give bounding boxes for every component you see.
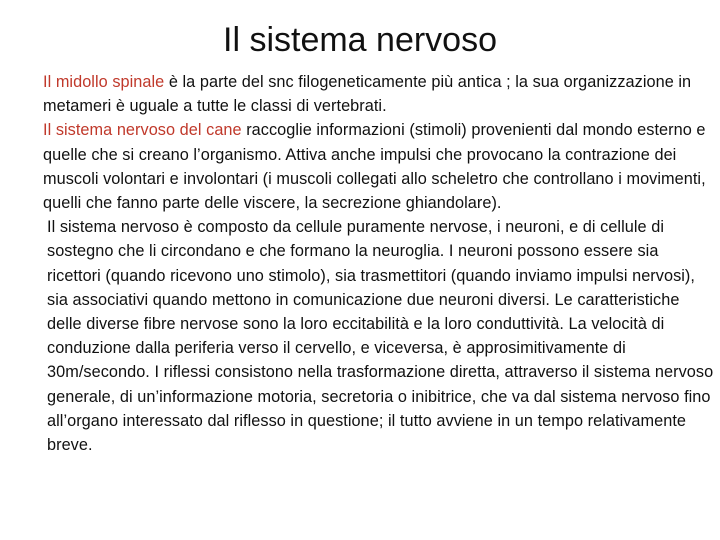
highlight-spinal-cord: Il midollo spinale: [43, 73, 165, 91]
paragraph-spinal-cord-text: è la parte del snc filogeneticamente più antica ; la sua organizzazione in metameri è uguale a tutte le classi di vertebrati.: [43, 73, 692, 116]
paragraph-spinal-cord: [43, 70, 715, 118]
slide-title: Il sistema nervoso: [223, 21, 497, 59]
highlight-dog-nervous-system: Il sistema nervoso del cane: [43, 121, 242, 140]
paragraph-dog-nervous-system-text: raccoglie informazioni (stimoli) provenienti dal mondo esterno e quelle che si creano l’organismo. Attiva anche impulsi che provocano la contrazione dei muscoli volontari e involontari (i muscoli collegati allo scheletro che controllano i movimenti, quelli che fanno parte delle viscere, la secrezione ghiandolare).: [43, 121, 706, 213]
slide-body: [43, 70, 715, 457]
paragraph-nervous-system-composition: [43, 215, 715, 457]
paragraph-dog-nervous-system: [43, 118, 715, 215]
paragraph-nervous-system-composition-text: Il sistema nervoso è composto da cellule puramente nervose, i neuroni, e di cellule di sostegno che li circondano e che formano la neuroglia. I neuroni possono essere sia ricettori (quando ricevono uno stimolo), sia trasmettitori (quando inviamo impulsi nervosi), sia associativi quando mettono in comunicazione due neuroni diversi. Le caratteristiche delle diverse fibre nervose sono la loro eccitabilità e la loro conduttività. La velocità di conduzione dalla periferia verso il cervello, e viceversa, è approsimitivamente di 30m/secondo. I riflessi consistono nella trasformazione diretta, attraverso il sistema nervoso generale, di un’informazione motoria, secretoria o inibitrice, che va dal sistema nervoso fino all’organo interessato dal riflesso in questione; il tutto avviene in un tempo relativamente breve.: [47, 218, 714, 455]
